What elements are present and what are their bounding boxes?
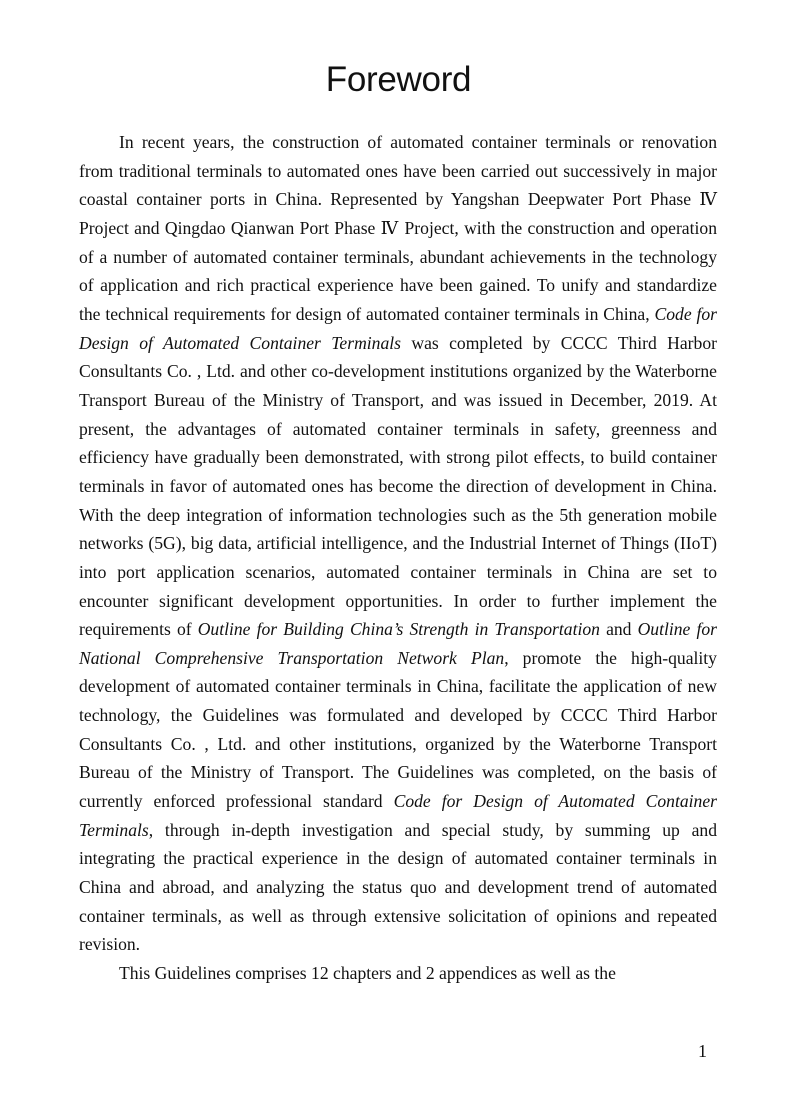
- paragraph-2: [79, 959, 717, 988]
- document-title-reference: Code for Design of Automated Container Terminals: [79, 303, 717, 353]
- document-title-reference: Outline for Building China’s Strength in Transportation: [197, 619, 600, 640]
- page-title: Foreword: [325, 60, 472, 99]
- document-title-reference: Code for Design of Automated Container Terminals: [79, 791, 717, 840]
- text-segment: was completed by CCCC Third Harbor Consultants Co. , Ltd. and other co-development institutions organized by the Waterborne Transport Bureau of the Ministry of Transport, and was issued in December, 2019. At present, the advantages of automated container terminals in safety, greenness and efficiency have gradually been demonstrated, with strong pilot effects, to build container terminals in favor of automated ones has become the direction of development in China. With the deep integration of information technologies such as the 5th generation mobile networks (5G), big data, artificial intelligence, and the Industrial Internet of Things (IIoT) into port application scenarios, automated container terminals in China are set to encounter significant development opportunities. In order to further implement the requirements of: [79, 332, 717, 640]
- page-number: 1: [698, 1041, 707, 1061]
- text-segment: In recent years, the construction of automated container terminals or renovation from traditional terminals to automated ones have been carried out successively in major coastal container ports in China. Represented by Yangshan Deepwater Port Phase Ⅳ Project and Qingdao Qianwan Port Phase Ⅳ Project, with the construction and operation of a number of automated container terminals, abundant achievements in the technology of application and rich practical experience have been gained. To unify and standardize the technical requirements for design of automated container terminals in China,: [79, 132, 717, 324]
- paragraph-1: [79, 128, 717, 959]
- text-segment: and: [599, 619, 638, 640]
- document-title-reference: Outline for National Comprehensive Transportation Network Plan: [79, 619, 718, 668]
- text-segment: , through in-depth investigation and special study, by summing up and integrating the practical experience in the design of automated container terminals in China and abroad, and analyzing the status quo and development trend of automated container terminals, as well as through extensive solicitation of opinions and repeated revision.: [79, 819, 717, 955]
- text-segment: , promote the high-quality development of automated container terminals in China, facilitate the application of new technology, the Guidelines was formulated and developed by CCCC Third Harbor Consultants Co. , Ltd. and other institutions, organized by the Waterborne Transport Bureau of the Ministry of Transport. The Guidelines was completed, on the basis of currently enforced professional standard: [79, 647, 717, 812]
- foreword-body: [79, 128, 717, 988]
- text-segment: This Guidelines comprises 12 chapters and 2 appendices as well as the: [119, 963, 616, 984]
